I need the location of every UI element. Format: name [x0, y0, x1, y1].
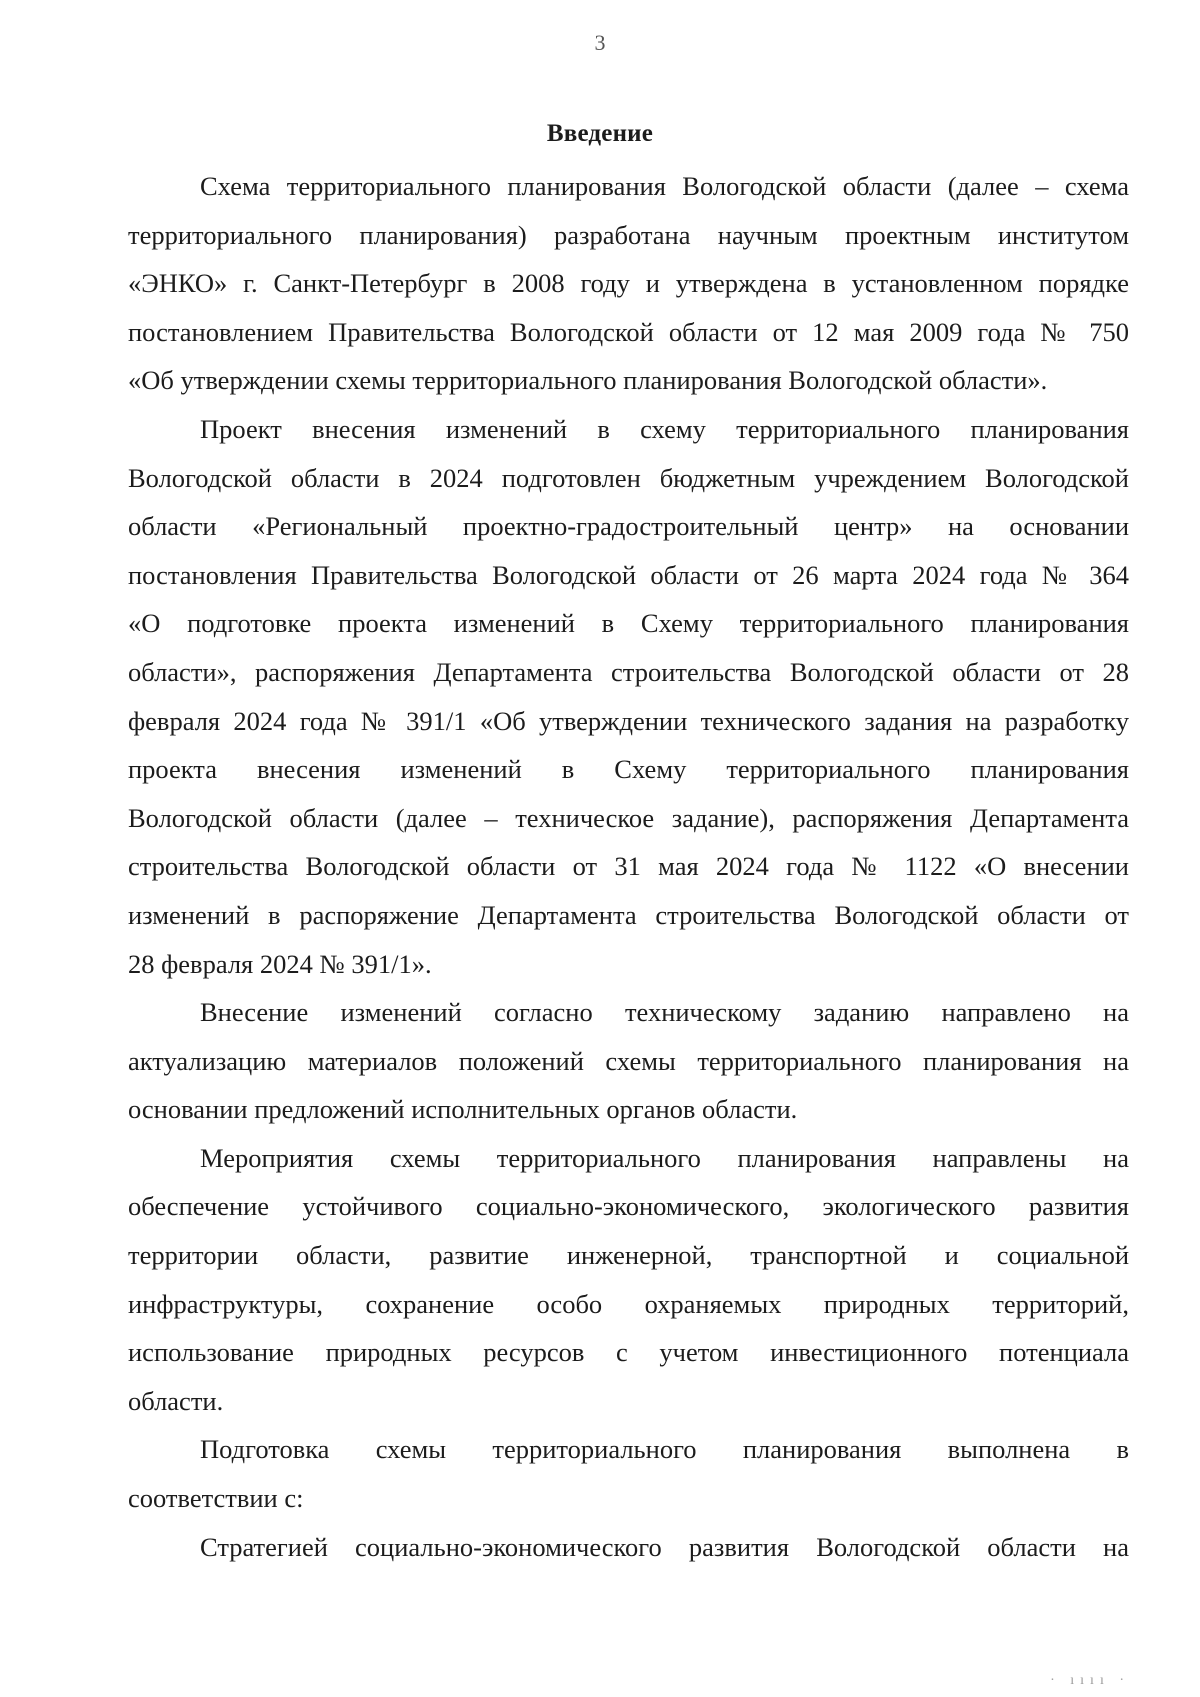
document-body	[128, 162, 1129, 1571]
paragraph	[128, 162, 1129, 405]
text-line: Внесение изменений согласно техническому заданию направлено на	[200, 997, 1129, 1028]
text-line: основании предложений исполнительных органов области.	[128, 1094, 798, 1125]
text-line: 28 февраля 2024 № 391/1».	[128, 948, 432, 979]
paragraph	[128, 1425, 1129, 1522]
paragraph	[128, 405, 1129, 988]
paragraph	[128, 1523, 1129, 1572]
text-line: постановления Правительства Вологодской области от 26 марта 2024 года № 364	[128, 559, 1129, 590]
text-line: территории области, развитие инженерной, транспортной и социальной	[128, 1240, 1129, 1271]
text-line: области.	[128, 1385, 224, 1416]
text-line: Схема территориального планирования Вологодской области (далее – схема	[200, 171, 1129, 201]
text-line: «ЭНКО» г. Санкт-Петербург в 2008 году и утверждена в установленном порядке	[128, 268, 1129, 299]
text-line: области», распоряжения Департамента строительства Вологодской области от 28	[128, 656, 1129, 687]
text-line: обеспечение устойчивого социально-экономического, экологического развития	[128, 1191, 1129, 1222]
text-line: использование природных ресурсов с учетом инвестиционного потенциала	[128, 1337, 1129, 1368]
text-line: строительства Вологодской области от 31 мая 2024 года № 1122 «О внесении	[128, 851, 1129, 882]
text-line: изменений в распоряжение Департамента строительства Вологодской области от	[128, 899, 1129, 930]
paragraph	[128, 988, 1129, 1134]
text-line: актуализацию материалов положений схемы территориального планирования на	[128, 1045, 1129, 1076]
text-line: Вологодской области в 2024 подготовлен бюджетным учреждением Вологодской	[128, 462, 1129, 493]
page-number: 3	[594, 30, 606, 55]
text-line: территориального планирования) разработана научным проектным институтом	[128, 219, 1129, 250]
text-line: февраля 2024 года № 391/1 «Об утверждении технического задания на разработку	[128, 705, 1129, 736]
text-line: области «Региональный проектно-градостроительный центр» на основании	[128, 511, 1129, 542]
section-heading: Введение	[546, 120, 654, 147]
text-line: соответствии с:	[128, 1483, 304, 1514]
scan-artifact: · ıııı ·	[1050, 1673, 1130, 1688]
text-line: Мероприятия схемы территориального планирования направлены на	[200, 1142, 1129, 1173]
text-line: инфраструктуры, сохранение особо охраняемых природных территорий,	[128, 1288, 1129, 1319]
text-line: постановлением Правительства Вологодской области от 12 мая 2009 года № 750	[128, 316, 1129, 347]
text-line: проекта внесения изменений в Схему территориального планирования	[128, 754, 1129, 785]
text-line: Стратегией социально-экономического развития Вологодской области на	[200, 1531, 1129, 1562]
paragraph	[128, 1134, 1129, 1426]
text-line: «Об утверждении схемы территориального планирования Вологодской области».	[128, 365, 1048, 396]
text-line: Проект внесения изменений в схему территориального планирования	[200, 413, 1129, 444]
text-line: Подготовка схемы территориального планирования выполнена в	[200, 1434, 1129, 1465]
text-line: Вологодской области (далее – техническое задание), распоряжения Департамента	[128, 802, 1129, 833]
text-line: «О подготовке проекта изменений в Схему территориального планирования	[128, 608, 1129, 639]
